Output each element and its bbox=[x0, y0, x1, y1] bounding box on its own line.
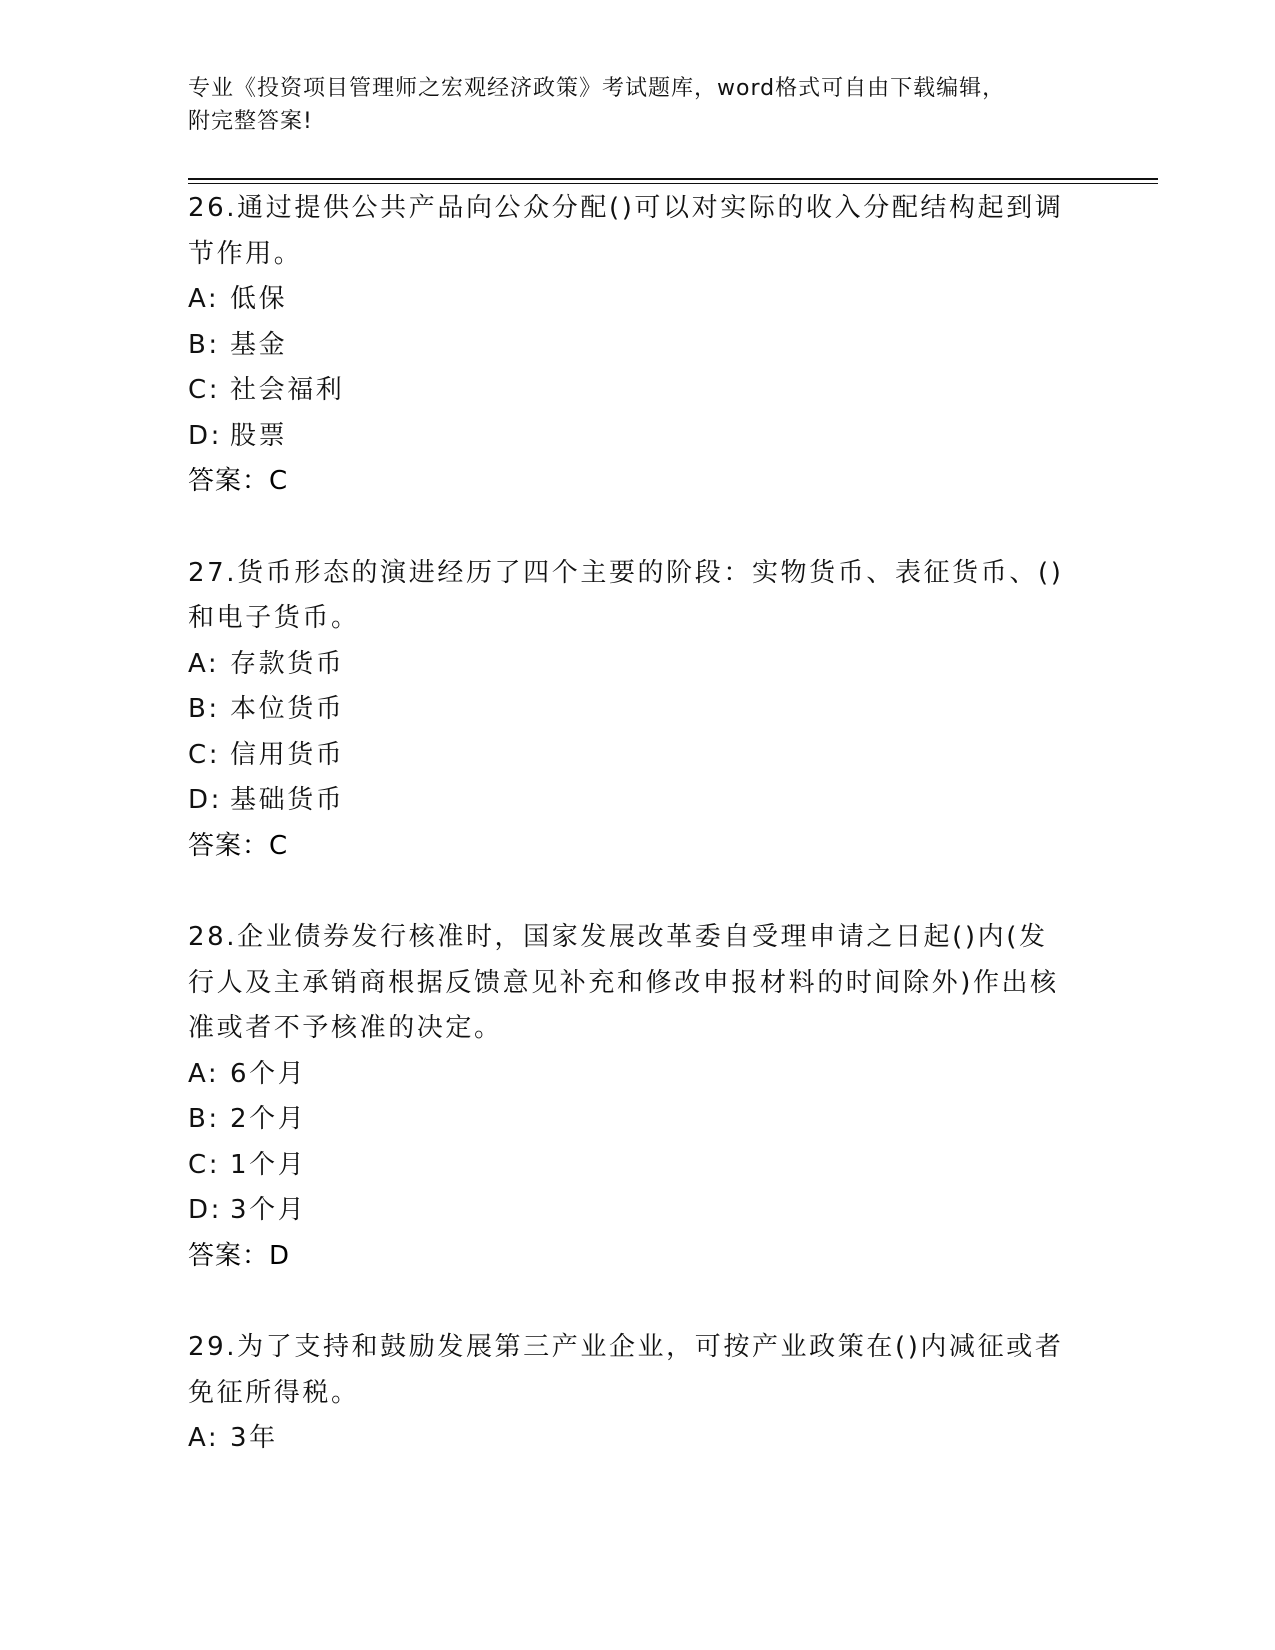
option-a bbox=[188, 1416, 1088, 1462]
option-key: C: bbox=[188, 739, 221, 770]
answer-line: 答案：C bbox=[188, 466, 289, 496]
option-text: 基础货币 bbox=[230, 785, 345, 815]
answer-line: 答案：D bbox=[188, 1240, 291, 1271]
option-text: 低保 bbox=[230, 284, 288, 314]
option-text: 2个月 bbox=[230, 1104, 307, 1134]
option-c bbox=[188, 1143, 1088, 1189]
header-line-1: 专业《投资项目管理师之宏观经济政策》考试题库，word格式可自由下载编辑， bbox=[188, 76, 1006, 101]
question-stem: 29.为了支持和鼓励发展第三产业企业，可按产业政策在()内减征或者免征所得税。 bbox=[188, 1332, 1064, 1408]
header-line-2: 附完整答案! bbox=[188, 109, 313, 134]
question-29 bbox=[188, 1325, 1088, 1462]
option-key: A: bbox=[188, 648, 220, 679]
header-rule-thin bbox=[188, 183, 1158, 184]
option-key: B: bbox=[188, 694, 220, 724]
option-d bbox=[188, 1188, 1088, 1234]
question-spacer bbox=[188, 505, 1088, 551]
question-28 bbox=[188, 915, 1088, 1325]
option-key: D: bbox=[188, 420, 222, 451]
question-spacer bbox=[188, 869, 1088, 915]
option-text: 本位货币 bbox=[230, 694, 345, 724]
option-text: 1个月 bbox=[230, 1149, 307, 1180]
option-key: A: bbox=[188, 1058, 220, 1089]
question-stem: 28.企业债券发行核准时，国家发展改革委自受理申请之日起()内(发行人及主承销商根据反馈意见补充和修改申报材料的时间除外)作出核准或者不予核准的决定。 bbox=[188, 922, 1059, 1043]
option-key: D: bbox=[188, 1195, 222, 1225]
option-d bbox=[188, 414, 1088, 460]
option-c bbox=[188, 368, 1088, 414]
option-text: 信用货币 bbox=[230, 739, 345, 770]
option-text: 基金 bbox=[230, 329, 288, 360]
option-key: B: bbox=[188, 329, 220, 360]
header-rule-thick bbox=[188, 178, 1158, 180]
question-26 bbox=[188, 186, 1088, 551]
question-spacer bbox=[188, 1279, 1088, 1325]
question-27 bbox=[188, 551, 1088, 916]
option-key: A: bbox=[188, 1423, 220, 1453]
option-a bbox=[188, 1052, 1088, 1098]
option-key: A: bbox=[188, 284, 220, 314]
option-b bbox=[188, 1097, 1088, 1143]
option-a bbox=[188, 277, 1088, 323]
option-text: 社会福利 bbox=[230, 375, 345, 405]
question-list bbox=[188, 186, 1088, 1462]
option-c bbox=[188, 733, 1088, 779]
option-d bbox=[188, 778, 1088, 824]
question-stem: 27.货币形态的演进经历了四个主要的阶段：实物货币、表征货币、()和电子货币。 bbox=[188, 557, 1064, 633]
option-text: 3年 bbox=[230, 1423, 278, 1453]
option-b bbox=[188, 323, 1088, 369]
option-a bbox=[188, 642, 1088, 688]
option-text: 股票 bbox=[230, 420, 288, 451]
option-key: B: bbox=[188, 1104, 220, 1134]
option-b bbox=[188, 687, 1088, 733]
option-text: 6个月 bbox=[230, 1058, 307, 1089]
option-key: D: bbox=[188, 785, 222, 815]
answer-line: 答案：C bbox=[188, 830, 289, 861]
option-text: 3个月 bbox=[230, 1195, 307, 1225]
option-key: C: bbox=[188, 375, 221, 405]
question-stem: 26.通过提供公共产品向公众分配()可以对实际的收入分配结构起到调节作用。 bbox=[188, 193, 1064, 269]
option-text: 存款货币 bbox=[230, 648, 345, 679]
document-header bbox=[188, 72, 1088, 138]
option-key: C: bbox=[188, 1149, 221, 1180]
